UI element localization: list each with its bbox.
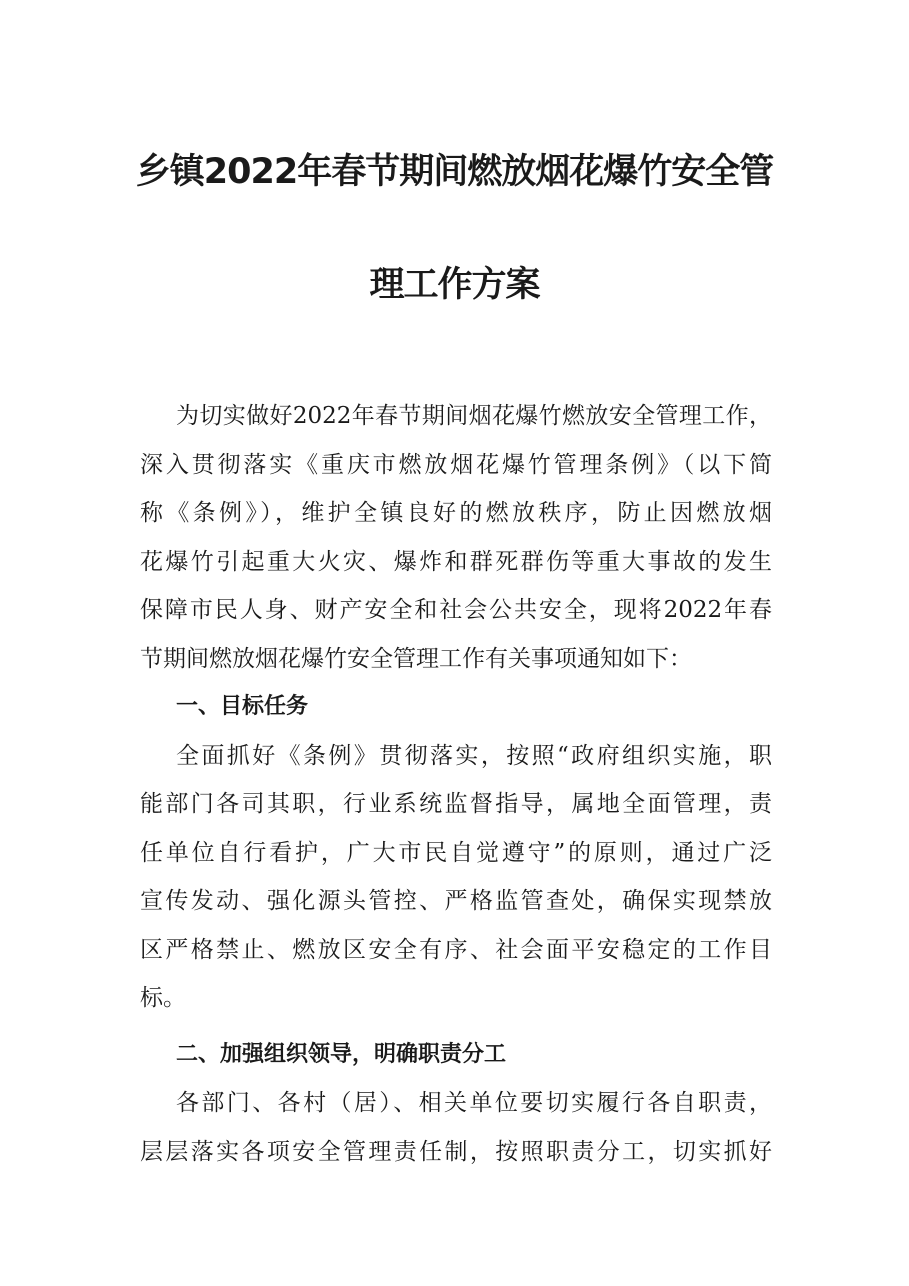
paragraph-gap bbox=[140, 1023, 772, 1031]
intro-line: 花爆竹引起重大火灾、爆炸和群死群伤等重大事故的发生 bbox=[140, 548, 772, 575]
section-1-line: 宣传发动、强化源头管控、严格监管查处，确保实现禁放 bbox=[140, 888, 772, 914]
section-2-heading: 二、加强组织领导，明确职责分工 bbox=[176, 1041, 507, 1067]
intro-line: 为切实做好2022年春节期间烟花爆竹燃放安全管理工作， bbox=[176, 403, 772, 429]
section-2-line: 层层落实各项安全管理责任制，按照职责分工，切实抓好 bbox=[140, 1138, 772, 1165]
section-1-line: 区严格禁止、燃放区安全有序、社会面平安稳定的工作目 bbox=[140, 936, 772, 963]
section-1-heading: 一、目标任务 bbox=[176, 694, 309, 719]
section-1-line: 能部门各司其职，行业系统监督指导，属地全面管理，责 bbox=[140, 791, 772, 817]
section-1-line: 任单位自行看护，广大市民自觉遵守”的原则，通过广泛 bbox=[140, 839, 772, 866]
intro-line: 深入贯彻落实《重庆市燃放烟花爆竹管理条例》（以下简 bbox=[140, 451, 772, 478]
section-2-line: 各部门、各村（居）、相关单位要切实履行各自职责， bbox=[176, 1090, 772, 1116]
intro-line: 称《条例》），维护全镇良好的燃放秩序，防止因燃放烟 bbox=[140, 500, 772, 526]
section-1-line: 标。 bbox=[140, 985, 186, 1011]
document-body bbox=[140, 392, 772, 1176]
intro-line: 保障市民人身、财产安全和社会公共安全，现将2022年春 bbox=[140, 597, 772, 623]
document-title-line-2: 理工作方案 bbox=[369, 265, 540, 305]
intro-line: 节期间燃放烟花爆竹安全管理工作有关事项通知如下： bbox=[140, 645, 692, 672]
document-title-line-1: 乡镇2022年春节期间燃放烟花爆竹安全管 bbox=[135, 152, 774, 192]
section-1-line: 全面抓好《条例》贯彻落实，按照“政府组织实施，职 bbox=[176, 742, 772, 769]
